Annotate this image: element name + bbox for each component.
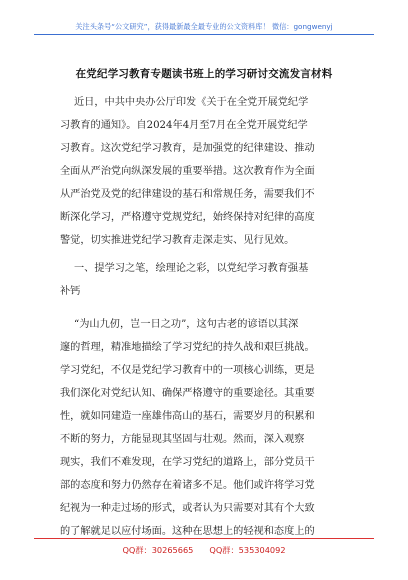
section-heading-line: 补钙 — [60, 286, 81, 297]
footer-qq-group-2: QQ群：535304092 — [209, 545, 286, 555]
body-line: 学习党纪，不仅是党纪学习教育中的一项核心训练，更是 — [60, 365, 315, 376]
header-promo-text: 关注头条号“公文研究”，获得最新最全最专业的公文资料库！ 微信：gongwenyj — [75, 22, 333, 31]
footer-qq-group-1: QQ群：30265665 — [122, 545, 194, 555]
body-line: 全面从严治党向纵深发展的重要举措。这次教育作为全面 — [60, 166, 315, 177]
document-title: 在党纪学习教育专题读书班上的学习研讨交流发言材料 — [75, 68, 333, 80]
body-line: 我们深化对党纪认知、确保严格遵守的重要途径。其重要 — [60, 388, 315, 399]
body-line: 习教育的通知》。自2024年4月至7月在全党开展党纪学 — [60, 120, 308, 131]
body-line: 习教育。这次党纪学习教育，是加强党的纪律建设、推动 — [60, 143, 315, 154]
header-divider — [34, 34, 374, 35]
page-header — [0, 0, 408, 34]
body-line: 性，就如同建造一座雄伟高山的基石，需要岁月的积累和 — [60, 411, 315, 422]
body-line: 纪视为一种走过场的形式，或者认为只需要对其有个大致 — [60, 503, 315, 514]
body-line: 断深化学习，严格遵守党规党纪，始终保持对纪律的高度 — [60, 212, 315, 223]
body-line: 邃的哲理，精准地描绘了学习党纪的持久战和艰巨挑战。 — [60, 342, 315, 353]
body-line: 警觉，切实推进党纪学习教育走深走实、见行见效。 — [60, 235, 295, 246]
footer-divider — [34, 538, 374, 539]
body-line: 从严治党及党的纪律建设的基石和常规任务，需要我们不 — [60, 189, 315, 200]
footer-contact — [0, 545, 408, 556]
body-line: “为山九仞，岂一日之功”，这句古老的谚语以其深 — [74, 319, 299, 330]
page-footer — [0, 538, 408, 568]
body-line: 的了解就足以应付场面。这种在思想上的轻视和态度上的 — [60, 526, 315, 537]
section-heading-line: 一、提学习之笔，绘理论之彩，以党纪学习教育强基 — [74, 263, 309, 274]
body-line: 部的态度和努力仍然存在着诸多不足。他们或许将学习党 — [60, 480, 315, 491]
body-line: 现实，我们不难发现，在学习党纪的道路上，部分党员干 — [60, 457, 315, 468]
body-line: 近日，中共中央办公厅印发《关于在全党开展党纪学 — [74, 97, 309, 108]
body-line: 不断的努力，方能显现其坚固与壮观。然而，深入观察 — [60, 434, 305, 445]
